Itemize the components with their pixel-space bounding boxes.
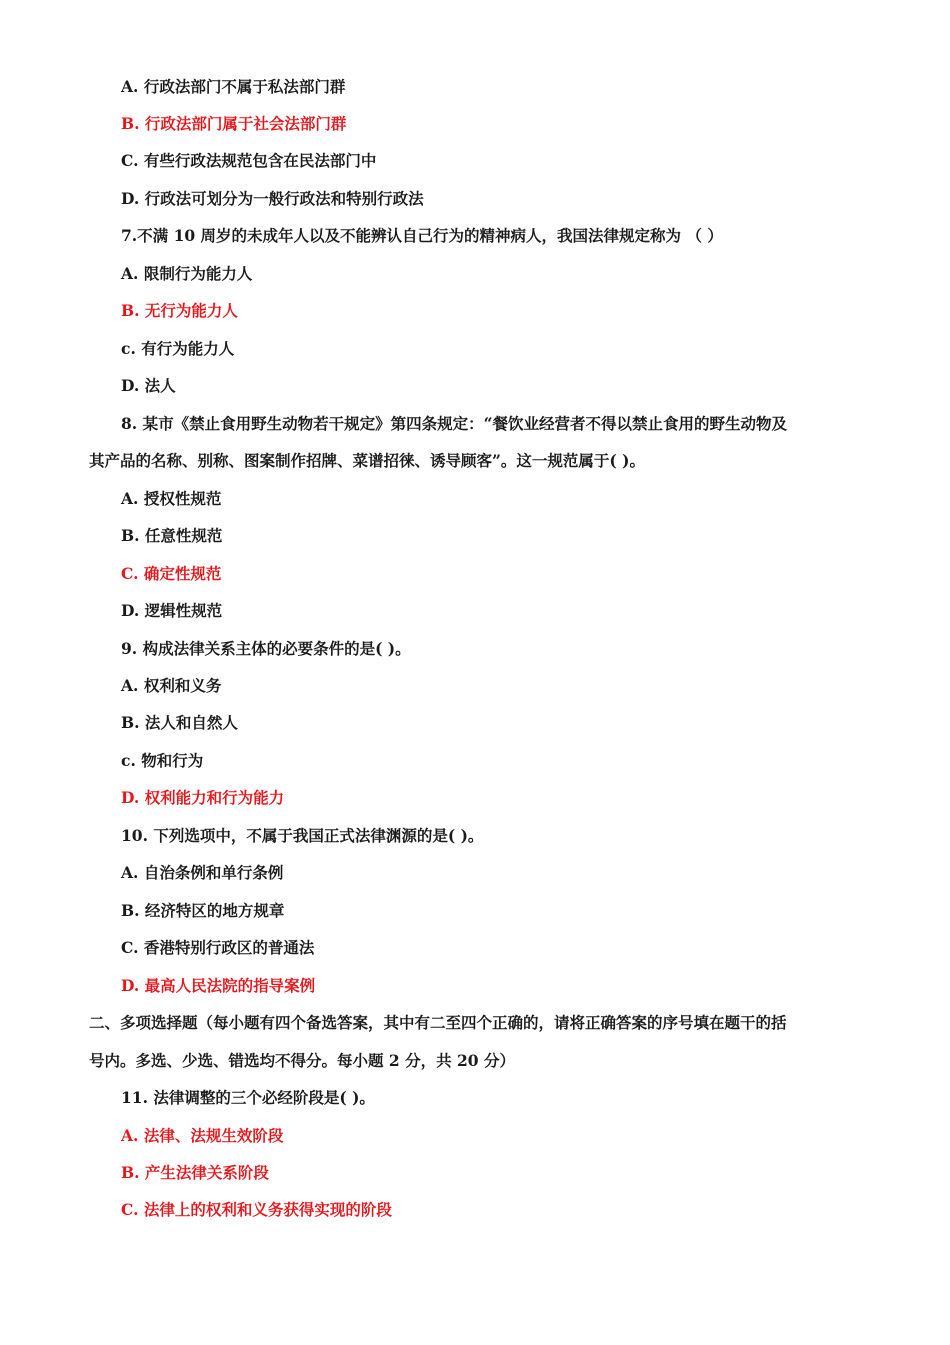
question-9: 9. 构成法律关系主体的必要条件的是( )。 [121, 639, 411, 658]
option-line: B. 任意性规范 [121, 526, 223, 545]
section-heading-continued: 号内。多选、少选、错选均不得分。每小题 2 分，共 20 分） [89, 1051, 515, 1070]
answer-option-line: D. 最高人民法院的指导案例 [121, 976, 316, 995]
option-line: c. 有行为能力人 [121, 339, 235, 358]
answer-option-line: C. 确定性规范 [121, 564, 222, 583]
section-heading: 二、多项选择题（每小题有四个备选答案，其中有二至四个正确的，请将正确答案的序号填在题干的括 [89, 1013, 787, 1032]
option-line: A. 自治条例和单行条例 [121, 863, 284, 882]
answer-option-line: A. 法律、法规生效阶段 [121, 1126, 284, 1145]
answer-option-line: B. 无行为能力人 [121, 301, 238, 320]
answer-option-line: B. 产生法律关系阶段 [121, 1163, 269, 1182]
question-11: 11. 法律调整的三个必经阶段是( )。 [121, 1088, 375, 1107]
option-line: A. 限制行为能力人 [121, 264, 253, 283]
option-line: C. 有些行政法规范包含在民法部门中 [121, 151, 377, 170]
option-line: D. 逻辑性规范 [121, 601, 223, 620]
option-line: c. 物和行为 [121, 751, 204, 770]
answer-option-line: B. 行政法部门属于社会法部门群 [121, 114, 347, 133]
question-8: 8. 某市《禁止食用野生动物若干规定》第四条规定：“餐饮业经营者不得以禁止食用的野生动物及 [121, 414, 787, 433]
question-10: 10. 下列选项中，不属于我国正式法律渊源的是( )。 [121, 826, 484, 845]
option-line: C. 香港特别行政区的普通法 [121, 938, 315, 957]
option-line: D. 法人 [121, 376, 176, 395]
answer-option-line: C. 法律上的权利和义务获得实现的阶段 [121, 1200, 392, 1219]
option-line: B. 经济特区的地方规章 [121, 901, 285, 920]
option-line: A. 授权性规范 [121, 489, 222, 508]
option-line: B. 法人和自然人 [121, 713, 238, 732]
question-7: 7.不满 10 周岁的未成年人以及不能辨认自己行为的精神病人，我国法律规定称为 （ ） [121, 226, 723, 245]
question-8-continued: 其产品的名称、别称、图案制作招牌、菜谱招徕、诱导顾客”。这一规范属于( )。 [89, 451, 645, 470]
answer-option-line: D. 权利能力和行为能力 [121, 788, 285, 807]
option-line: D. 行政法可划分为一般行政法和特别行政法 [121, 189, 424, 208]
option-line: A. 权利和义务 [121, 676, 222, 695]
option-line: A. 行政法部门不属于私法部门群 [121, 77, 346, 96]
